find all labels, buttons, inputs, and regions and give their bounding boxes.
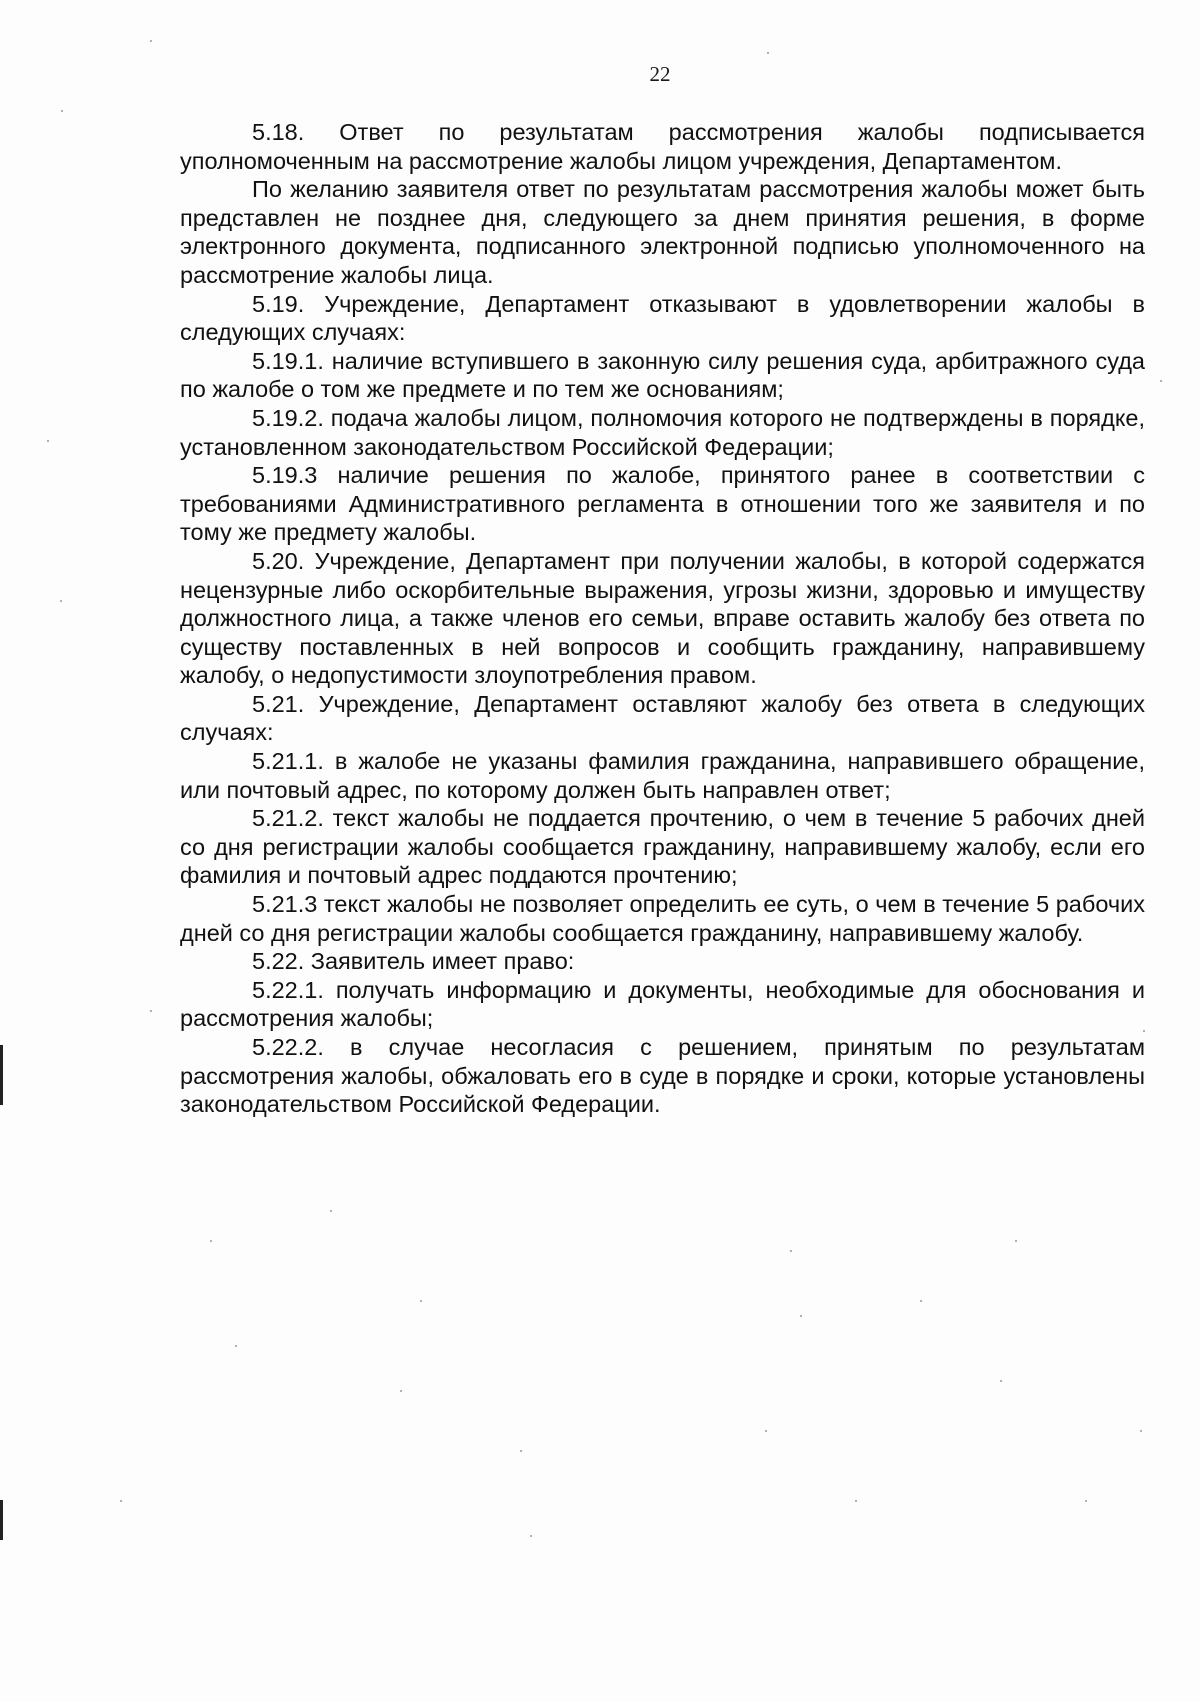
scan-speck [150,40,152,42]
page-number: 22 [649,62,671,86]
scan-speck [47,440,49,442]
document-body [180,118,1145,1119]
scan-speck [1000,1380,1002,1382]
scan-speck [150,1010,152,1012]
scan-edge-mark [0,1500,3,1540]
scan-speck [1143,1030,1145,1032]
scan-speck [210,1240,212,1242]
scan-speck [855,1500,857,1502]
paragraph-5-21-1: 5.21.1. в жалобе не указаны фамилия гражданина, направившего обращение, или почтовый адрес, по которому должен быть направлен ответ; [180,748,1145,803]
scan-speck [767,52,769,54]
scan-speck [1160,380,1162,382]
scan-speck [1015,1240,1017,1242]
paragraph-5-21-2: 5.21.2. текст жалобы не поддается прочтению, о чем в течение 5 рабочих дней со дня регистрации жалобы сообщается гражданину, направившему жалобу, если его фамилия и почтовый адрес поддаются прочтению; [180,805,1145,889]
scan-speck [530,1535,532,1537]
scan-speck [920,1300,922,1302]
paragraph-5-22-1: 5.22.1. получать информацию и документы, необходимые для обоснования и рассмотрения жалобы; [180,976,1145,1032]
scan-speck [400,1390,402,1392]
paragraph-5-21-3: 5.21.3 текст жалобы не позволяет определить ее суть, о чем в течение 5 рабочих дней со дня регистрации жалобы сообщается гражданину, направившему жалобу. [180,891,1145,946]
paragraph-5-22-2: 5.22.2. в случае несогласия с решением, принятым по результатам рассмотрения жалобы, обжаловать его в суде в порядке и сроки, которые установлены законодательством Российской Федерации. [180,1034,1145,1118]
scan-edge-mark [0,1045,3,1105]
scan-speck [420,1300,422,1302]
scan-speck [120,1500,122,1502]
paragraph-5-19-3: 5.19.3 наличие решения по жалобе, принятого ранее в соответствии с требованиями Административного регламента в отношении того же заявителя и по тому же предмету жалобы. [180,462,1145,546]
scan-speck [60,600,62,602]
paragraph-5-21: 5.21. Учреждение, Департамент оставляют жалобу без ответа в следующих случаях: [180,690,1145,746]
paragraph-5-20: 5.20. Учреждение, Департамент при получении жалобы, в которой содержатся нецензурные либо оскорбительные выражения, угрозы жизни, здоровью и имуществу должностного лица, а также членов его семьи, вправе оставить жалобу без ответа по существу поставленных в ней вопросов и сообщить гражданину, направившему жалобу, о недопустимости злоупотребления правом. [180,547,1145,689]
scan-speck [235,1345,237,1347]
paragraph-5-18-electronic: По желанию заявителя ответ по результатам рассмотрения жалобы может быть представлен не позднее дня, следующего за днем принятия решения, в форме электронного документа, подписанного электронной подписью уполномоченного на рассмотрение жалобы лица. [180,176,1145,288]
scan-speck [800,1315,802,1317]
scan-speck [330,1210,332,1212]
scan-speck [790,1250,792,1252]
paragraph-5-22: 5.22. Заявитель имеет право: [252,948,575,975]
paragraph-5-19: 5.19. Учреждение, Департамент отказывают в удовлетворении жалобы в следующих случаях: [180,290,1145,346]
scan-speck [61,110,63,112]
paragraph-5-19-2: 5.19.2. подача жалобы лицом, полномочия которого не подтверждены в порядке, установленном законодательством Российской Федерации; [180,404,1145,460]
paragraph-5-18: 5.18. Ответ по результатам рассмотрения жалобы подписывается уполномоченным на рассмотрение жалобы лицом учреждения, Департаментом. [180,119,1145,174]
scan-speck [1085,1500,1087,1502]
scan-speck [520,1450,522,1452]
scan-speck [1140,1430,1142,1432]
scan-speck [765,1430,767,1432]
paragraph-5-19-1: 5.19.1. наличие вступившего в законную силу решения суда, арбитражного суда по жалобе о том же предмете и по тем же основаниям; [180,347,1145,403]
